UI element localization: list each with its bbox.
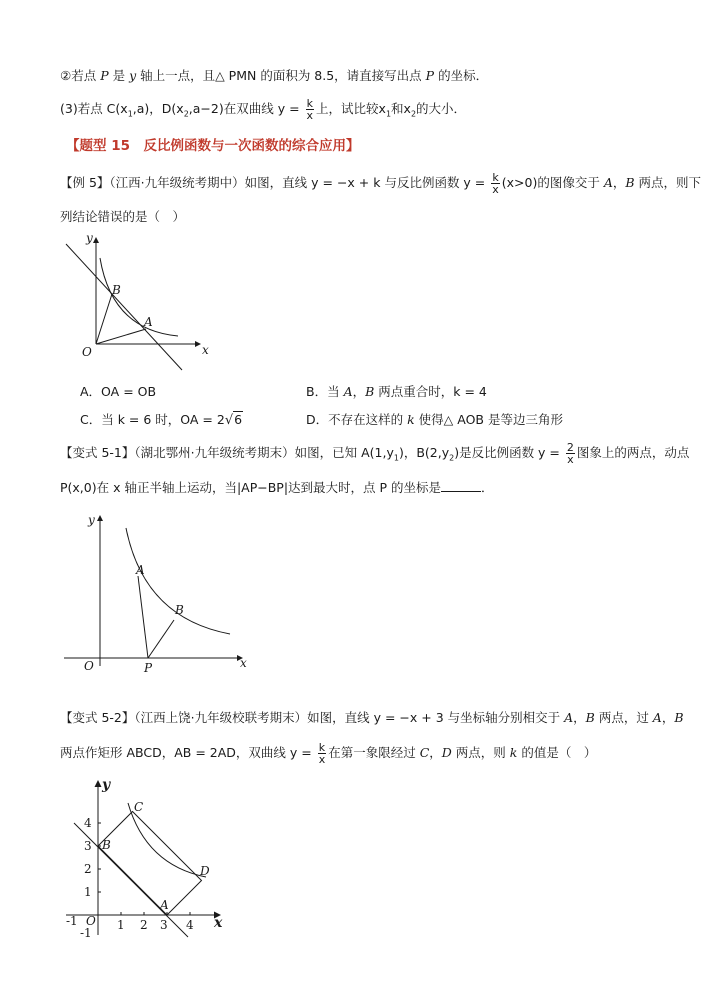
variant-5-1-line-1 (60, 442, 689, 469)
fraction-denominator: x (567, 453, 574, 466)
label-O: O (82, 345, 92, 359)
var52-text: 两点，过 (594, 710, 653, 725)
var-A: A (564, 710, 574, 725)
fraction-k-over-x (491, 172, 500, 195)
label-y: y (88, 513, 95, 527)
tick-label-x: -1 (66, 914, 78, 928)
hyperbola-curve (126, 528, 230, 634)
label-O: O (84, 659, 94, 673)
var-A: A (343, 384, 353, 399)
fraction-denominator: x (318, 753, 326, 766)
question-3-line (60, 98, 466, 125)
variant-5-1-line-2 (60, 478, 494, 498)
var51-text: ． (481, 480, 494, 495)
axis-ticks (98, 823, 190, 915)
label-x: x (202, 343, 209, 357)
var51-text: P(x,0)在 x 轴正半轴上运动，当|AP−BP|达到最大时，点 P 的坐标是 (60, 480, 442, 495)
label-P: P (144, 661, 153, 675)
segment-AP (138, 576, 148, 658)
subscript: 1 (127, 109, 133, 119)
label-A: A (160, 898, 169, 912)
segment-OB (96, 294, 112, 344)
ex5-text: (x>0)的图像交于 (501, 175, 604, 190)
fraction-numerator: k (492, 171, 499, 184)
option-B (306, 382, 487, 402)
radicand: 6 (234, 412, 243, 427)
q2-text: ②若点 (60, 68, 101, 83)
var52-text: 的值是（ ） (517, 745, 597, 760)
option-text: B．当 (306, 384, 344, 399)
subscript: 1 (385, 109, 392, 119)
label-y: y (86, 231, 93, 245)
ex5-text: 两点，则下 (634, 175, 702, 190)
subscript: 2 (410, 109, 417, 119)
label-A: A (136, 563, 145, 577)
var51-text: )，B(2,y (398, 445, 450, 460)
variant-5-2-line-2 (60, 742, 596, 765)
label-B: B (112, 283, 121, 297)
var-k: k (407, 412, 415, 427)
fraction-k-over-x (318, 742, 327, 765)
label-y: y (102, 777, 111, 793)
tick-label-y: -1 (80, 926, 92, 940)
section-heading: 【题型 15 反比例函数与一次函数的综合应用】 (66, 138, 360, 154)
figure-variant-5-1 (60, 510, 250, 675)
ex5-text: ， (612, 175, 626, 190)
label-C: C (134, 800, 144, 814)
q3-text: ,a)，D(x (132, 101, 184, 116)
label-B: B (102, 838, 111, 852)
var52-text: 在第一象限经过 (328, 745, 420, 760)
fraction-numerator: k (318, 741, 326, 754)
tick-label-y: 1 (84, 885, 92, 899)
subscript: 2 (183, 109, 189, 119)
label-D: D (200, 864, 210, 878)
q3-text: 的大小． (416, 101, 467, 116)
q2-text: 的坐标． (434, 68, 489, 83)
fraction-denominator: x (306, 109, 314, 122)
rectangle-ABCD (98, 812, 202, 916)
label-x: x (214, 915, 223, 931)
label-x: x (240, 656, 247, 670)
subscript: 2 (449, 453, 455, 463)
var51-text: 图象上的两点，动点 (576, 445, 690, 460)
question-2-line (60, 66, 488, 86)
figure-example-5 (60, 230, 220, 375)
answer-blank (441, 479, 481, 492)
label-A: A (144, 315, 153, 329)
q3-text: 上，试比较x (316, 101, 386, 116)
segment-BP (148, 620, 174, 658)
option-A: A．OA = OB (80, 384, 157, 399)
q3-text: (3)若点 C(x (60, 101, 128, 116)
var52-text: 两点作矩形 ABCD，AB = 2AD，双曲线 y = (60, 745, 316, 760)
var-B: B (365, 384, 375, 399)
q3-text: 和x (391, 101, 411, 116)
tick-label-x: 1 (117, 918, 125, 932)
var-y: y (129, 68, 137, 83)
var-B: B (585, 710, 595, 725)
tick-label-y: 4 (84, 816, 92, 830)
q3-text: ,a−2)在双曲线 y = (188, 101, 304, 116)
tick-label-y: 3 (84, 839, 92, 853)
var-A: A (603, 175, 613, 190)
option-text: C．当 k = 6 时，OA = 2 (80, 412, 225, 427)
q2-text: 轴上一点，且△ PMN 的面积为 8.5，请直接写出点 (136, 68, 426, 83)
fraction-k-over-x (306, 98, 315, 121)
label-O: O (86, 914, 96, 928)
var-k: k (509, 745, 518, 760)
option-text: D．不存在这样的 (306, 412, 408, 427)
var51-text: )是反比例函数 y = (454, 445, 564, 460)
var52-text: ， (573, 710, 586, 725)
var-C: C (419, 745, 430, 760)
tick-label-x: 3 (160, 918, 168, 932)
var-D: D (441, 745, 452, 760)
option-C (80, 410, 243, 431)
option-D (306, 410, 563, 430)
var-B: B (674, 710, 684, 725)
var-P: P (425, 68, 435, 83)
tick-label-x: 2 (140, 918, 148, 932)
var52-text: 两点，则 (451, 745, 510, 760)
sqrt-icon: √ (224, 413, 234, 428)
q2-text: 是 (108, 68, 130, 83)
fraction-numerator: 2 (566, 441, 574, 454)
var51-text: 【变式 5-1】（湖北鄂州·九年级统考期末）如图，已知 A(1,y (60, 445, 394, 460)
label-B: B (175, 603, 184, 617)
ex5-text: 【例 5】（江西·九年级统考期中）如图，直线 y = −x + k 与反比例函数 y = (60, 175, 490, 190)
fraction-denominator: x (492, 183, 499, 196)
var52-text: ， (429, 745, 442, 760)
var52-text: 【变式 5-2】（江西上饶·九年级校联考期末）如图，直线 y = −x + 3 与坐标轴分别相交于 (60, 710, 565, 725)
fraction-2-over-x (566, 442, 575, 465)
tick-label-y: 2 (84, 862, 92, 876)
segment-OA (96, 329, 146, 344)
var-A: A (652, 710, 662, 725)
option-text: 使得△ AOB 是等边三角形 (414, 412, 563, 427)
example-5-line-2: 列结论错误的是（ ） (60, 209, 186, 224)
example-5-line-1 (60, 172, 701, 195)
var52-text: ， (661, 710, 675, 725)
hyperbola-curve (128, 803, 206, 877)
tick-label-x: 4 (186, 918, 194, 932)
subscript: 1 (393, 453, 399, 463)
fraction-numerator: k (306, 97, 313, 110)
figure-variant-5-2 (60, 775, 240, 945)
option-text: ， (352, 384, 366, 399)
var-P: P (100, 68, 109, 83)
hyperbola-curve (100, 258, 178, 336)
option-text: 两点重合时，k = 4 (374, 384, 487, 399)
var-B: B (625, 175, 635, 190)
variant-5-2-line-1 (60, 708, 684, 728)
